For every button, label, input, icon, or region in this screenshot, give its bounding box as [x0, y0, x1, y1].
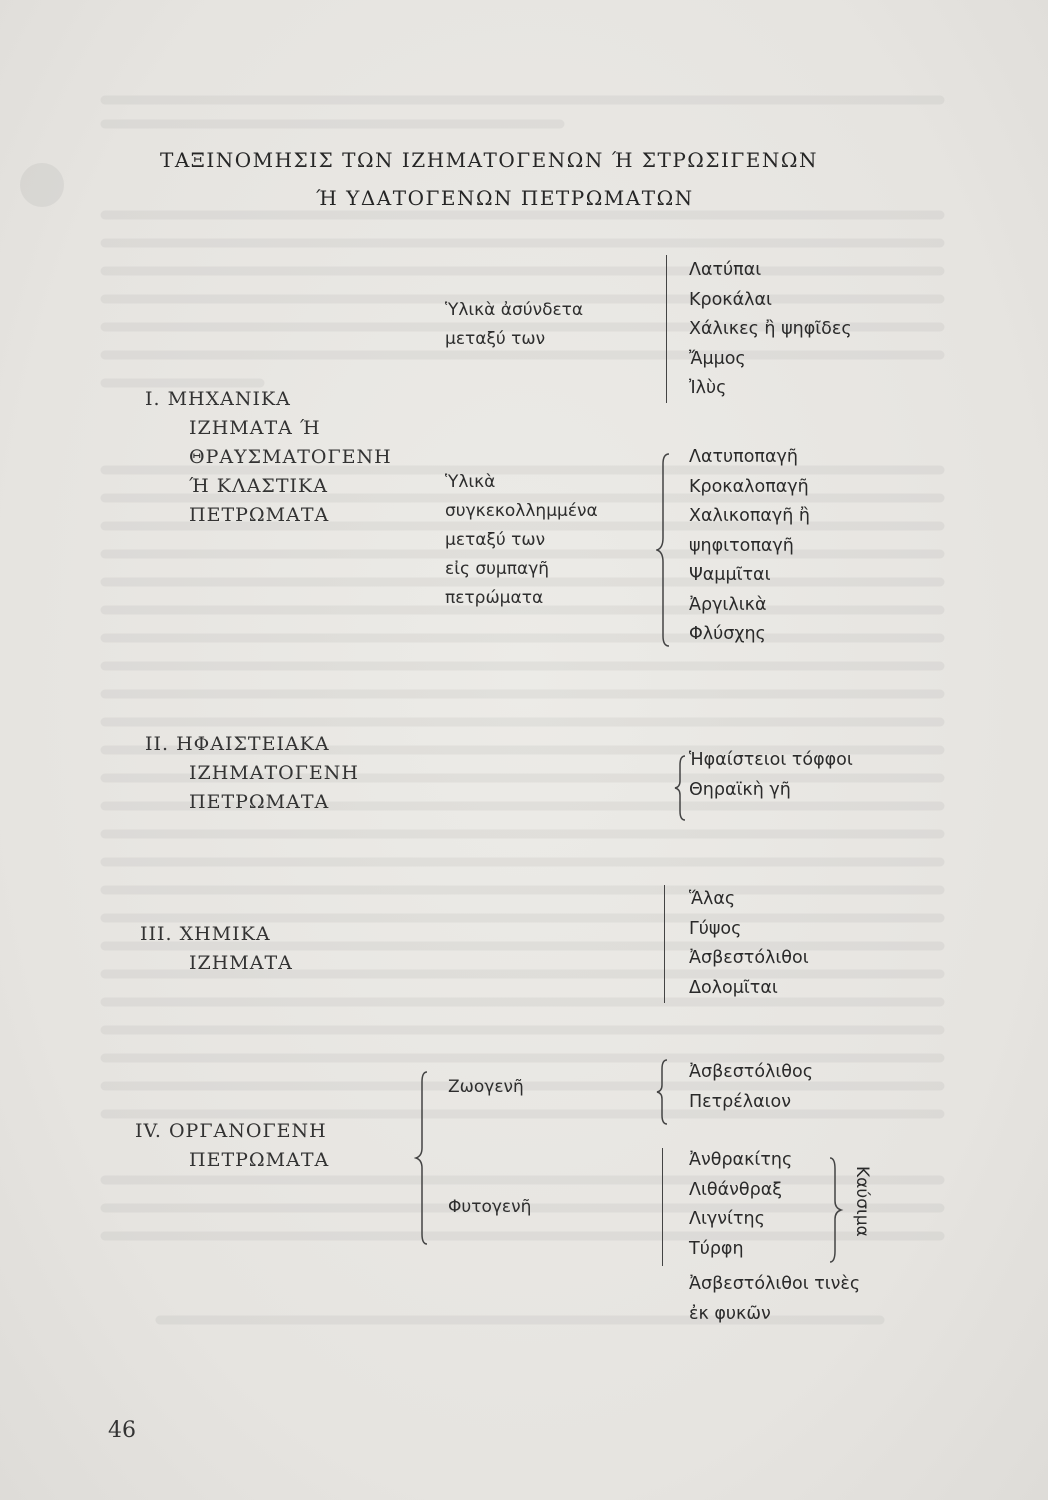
- list-item: Φλύσχης: [689, 624, 766, 644]
- list-item: Τύρφη: [689, 1238, 744, 1259]
- page-number: 46: [108, 1418, 136, 1443]
- phytogenic-label: Φυτογενῆ: [448, 1197, 532, 1217]
- list-item: Ἀργιλικὰ: [689, 594, 767, 615]
- fuel-side-label: Καύσιμα: [852, 1166, 872, 1237]
- label-line: ΠΕΤΡΩΜΑΤΑ: [189, 504, 330, 526]
- label-line: III. ΧΗΜΙΚΑ: [140, 923, 271, 945]
- list-item: Ἀσβεστόλιθος: [689, 1062, 813, 1082]
- list-item: ψηφιτοπαγῆ: [689, 535, 794, 556]
- loose-materials-bracket: [666, 255, 667, 403]
- label-line: ΙΖΗΜΑΤΑ Ή: [189, 417, 321, 439]
- list-item: Ψαμμῖται: [689, 565, 771, 585]
- list-item: Λιθάνθραξ: [689, 1179, 783, 1200]
- desc-line: πετρώματα: [445, 588, 544, 608]
- list-item: Λατύπαι: [689, 260, 762, 280]
- label-line: Ή ΚΛΑΣΤΙΚΑ: [189, 475, 328, 497]
- list-item: Ἅλας: [689, 889, 736, 909]
- list-item: Ἄμμος: [689, 348, 746, 369]
- label-line: ΘΡΑΥΣΜΑΤΟΓΕΝΗ: [189, 446, 392, 468]
- cemented-materials-list: [689, 443, 810, 650]
- phytogenic-list: [689, 1146, 792, 1264]
- label-line: ΠΕΤΡΩΜΑΤΑ: [189, 791, 330, 813]
- list-item: Χαλικοπαγῆ ἢ: [689, 506, 810, 526]
- list-item: Λατυποπαγῆ: [689, 447, 798, 467]
- list-item: Θηραϊκὴ γῆ: [689, 779, 791, 800]
- cemented-materials-brace: [656, 450, 676, 650]
- desc-line: μεταξύ των: [445, 530, 546, 550]
- label-line: ΙΖΗΜΑΤΟΓΕΝΗ: [189, 762, 359, 784]
- volcanic-list: [689, 746, 853, 805]
- desc-line: μεταξύ των: [445, 329, 546, 349]
- list-item: Ἀσβεστόλιθοι: [689, 948, 809, 968]
- list-item: Κροκαλοπαγῆ: [689, 476, 809, 497]
- list-item: Ἀσβεστόλιθοι τινὲς: [689, 1274, 861, 1294]
- phytogenic-bracket: [662, 1148, 663, 1266]
- label-line: ΙΖΗΜΑΤΑ: [189, 952, 293, 974]
- zoogenic-list: [689, 1058, 813, 1117]
- organic-extra-list: [689, 1270, 860, 1329]
- desc-line: συγκεκολλημμένα: [445, 501, 598, 521]
- organic-brace: [414, 1068, 432, 1248]
- label-line: II. ΗΦΑΙΣΤΕΙΑΚΑ: [145, 733, 330, 755]
- list-item: Γύψος: [689, 918, 742, 939]
- group-mechanical-label: [145, 385, 392, 530]
- desc-line: Ὑλικὰ ἀσύνδετα: [445, 300, 584, 320]
- table-title-line-2: Ή ΥΔΑΤΟΓΕΝΩΝ ΠΕΤΡΩΜΑΤΩΝ: [316, 186, 694, 210]
- label-line: ΠΕΤΡΩΜΑΤΑ: [189, 1149, 330, 1171]
- list-item: Χάλικες ἢ ψηφῖδες: [689, 319, 852, 339]
- table-title-line-1: ΤΑΞΙΝΟΜΗΣΙΣ ΤΩΝ ΙΖΗΜΑΤΟΓΕΝΩΝ Ή ΣΤΡΩΣΙΓΕΝΩΝ: [160, 148, 818, 172]
- fuel-brace: [828, 1155, 844, 1265]
- group-volcanic-label: [145, 730, 359, 817]
- list-item: Λιγνίτης: [689, 1209, 765, 1229]
- list-item: ἐκ φυκῶν: [689, 1303, 771, 1324]
- chemical-bracket: [664, 885, 665, 1003]
- label-line: I. ΜΗΧΑΝΙΚΑ: [145, 388, 291, 410]
- desc-line: εἰς συμπαγῆ: [445, 559, 550, 579]
- list-item: Ἡφαίστειοι τόφφοι: [689, 750, 853, 770]
- list-item: Ἀνθρακίτης: [689, 1150, 793, 1170]
- cemented-materials-description: [445, 468, 598, 613]
- zoogenic-brace: [656, 1057, 672, 1127]
- list-item: Κροκάλαι: [689, 289, 772, 310]
- list-item: Δολομῖται: [689, 977, 778, 998]
- loose-materials-description: [445, 296, 583, 354]
- zoogenic-label: Ζωογενῆ: [448, 1077, 524, 1097]
- group-organic-label: [135, 1117, 329, 1175]
- volcanic-brace: [674, 753, 690, 823]
- chemical-list: [689, 885, 809, 1003]
- loose-materials-list: [689, 256, 852, 404]
- group-chemical-label: [140, 920, 293, 978]
- desc-line: Ὑλικὰ: [445, 472, 496, 492]
- list-item: Πετρέλαιον: [689, 1091, 792, 1112]
- label-line: IV. ΟΡΓΑΝΟΓΕΝΗ: [135, 1120, 327, 1142]
- list-item: Ἰλὺς: [689, 378, 727, 398]
